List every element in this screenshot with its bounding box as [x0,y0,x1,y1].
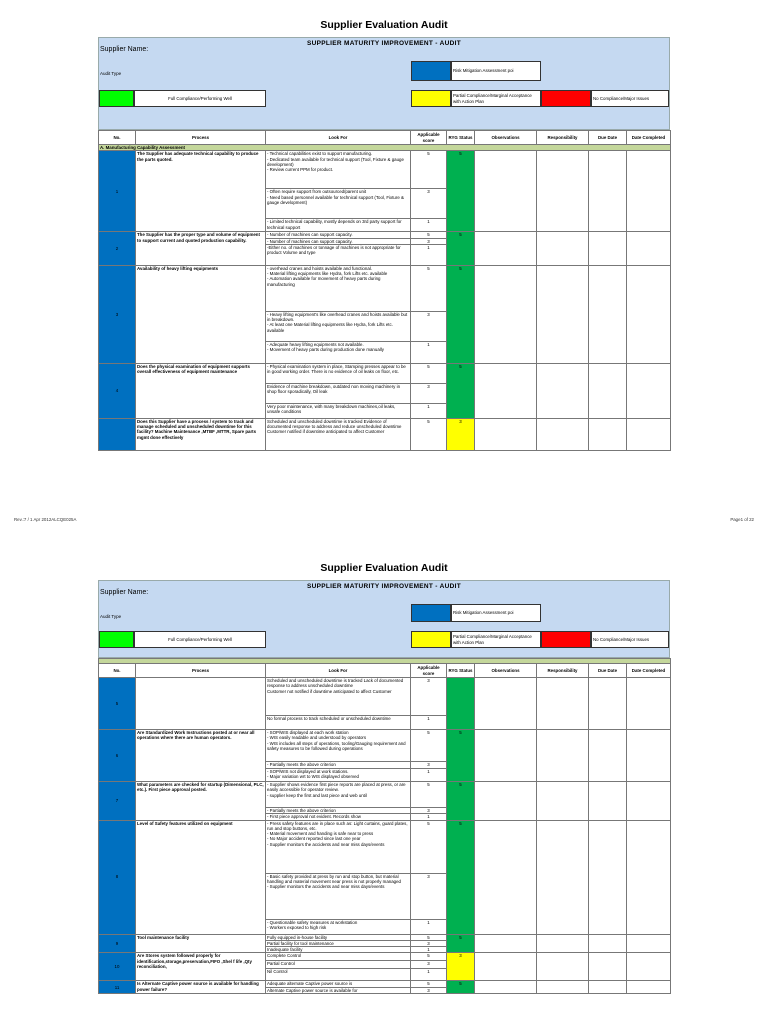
date-completed-cell[interactable] [627,232,671,266]
header-date-completed: Date Completed [627,131,671,145]
table-row [99,151,671,189]
table-body [99,151,671,451]
process-cell: Are Standardized Work Instructions posted at or near all operations where there are human operators. [136,730,266,782]
applicable-score-cell: 1 [411,919,447,934]
due-date-cell[interactable] [589,363,627,418]
observations-cell[interactable] [475,151,537,232]
observations-cell[interactable] [475,363,537,418]
process-cell: The Supplier has the proper type and volume of equipment to support current and quoted production capability. [136,232,266,266]
look-for-cell: - Number of machines can support capacity. [266,232,411,238]
table-row [99,820,671,873]
header-look-for: Look For [266,664,411,678]
item-number: 11 [99,981,136,994]
ryg-status-cell: 5 [447,232,475,266]
header-observations: Observations [475,664,537,678]
process-cell: Does the physical examination of equipment supports overall effectiveness of equipment maintenance [136,363,266,418]
look-for-cell: Partial Control [266,961,411,969]
header-due-date: Due Date [589,131,627,145]
look-for-cell: - Number of machines can support capacity. [266,238,411,244]
ryg-status-cell: 3 [447,418,475,450]
look-for-cell: - overhead cranes and hoists available and functional. - Material lifting equipments like Hydra, fork Lifts etc. available - Automation available for movement of heavy parts during manufacturing [266,265,411,311]
audit-table [98,130,671,451]
due-date-cell[interactable] [589,418,627,450]
applicable-score-cell: 5 [411,418,447,450]
header-process: Process [136,664,266,678]
responsibility-cell[interactable] [537,934,589,953]
risk-label: Risk Mitigation Assessment poi [451,61,541,81]
audit-type-label: Audit Type [100,614,122,619]
date-completed-cell[interactable] [627,730,671,782]
date-completed-cell[interactable] [627,678,671,730]
table-header [99,664,671,678]
header-observations: Observations [475,131,537,145]
observations-cell[interactable] [475,232,537,266]
applicable-score-cell: 5 [411,363,447,383]
applicable-score-cell: 5 [411,232,447,238]
audit-type-label: Audit Type [100,71,122,76]
due-date-cell[interactable] [589,151,627,232]
process-cell: Does this Supplier have a process / system to track and manage scheduled and unscheduled downtime for this facility? Machine Maintenance ,MTBF ,MTTR, Spare parts mgmt done effectively [136,418,266,450]
ryg-status-cell: 5 [447,934,475,953]
look-for-cell: - Physical examination system in place, Stamping presses appear to be in good working order. There is no evidence of oil leaks on floor, etc. [266,363,411,383]
responsibility-cell[interactable] [537,232,589,266]
applicable-score-cell: 3 [411,383,447,403]
ryg-status-cell: 5 [447,265,475,363]
look-for-cell: Adequate alternate Captive power source is [266,981,411,987]
section-title: A. Manufacturing Capability Assessment [99,145,671,151]
responsibility-cell[interactable] [537,782,589,821]
applicable-score-cell: 3 [411,987,447,993]
risk-label: Risk Mitigation Assessment poi [451,604,541,622]
table-row [99,363,671,383]
ryg-status-cell: 5 [447,363,475,418]
applicable-score-cell: 1 [411,947,447,953]
due-date-cell[interactable] [589,730,627,782]
audit-banner [98,580,670,658]
header-responsibility: Responsibility [537,131,589,145]
applicable-score-cell: 5 [411,934,447,940]
process-cell: The Supplier has adequate technical capability to produce the parts quoted. [136,151,266,232]
process-cell [136,678,266,730]
applicable-score-cell: 3 [411,961,447,969]
date-completed-cell[interactable] [627,151,671,232]
due-date-cell[interactable] [589,678,627,730]
date-completed-cell[interactable] [627,953,671,981]
process-cell: Level of Safety features utilized on equipment [136,820,266,934]
applicable-score-cell: 5 [411,730,447,762]
observations-cell[interactable] [475,730,537,782]
look-for-cell: Nil Control [266,969,411,981]
observations-cell[interactable] [475,981,537,994]
look-for-cell: - SOP/WIS not displayed at work stations. - Major variation wrt to WIS displayed observed [266,769,411,782]
table-row [99,953,671,961]
date-completed-cell[interactable] [627,934,671,953]
applicable-score-cell: 3 [411,762,447,769]
item-number: 2 [99,232,136,266]
item-number: 6 [99,730,136,782]
due-date-cell[interactable] [589,232,627,266]
date-completed-cell[interactable] [627,820,671,934]
applicable-score-cell: 1 [411,814,447,820]
no-compliance-label: No Compliance/Major Issues [591,631,669,648]
due-date-cell[interactable] [589,981,627,994]
ryg-status-cell: 3 [447,953,475,981]
look-for-cell: Fully equipped in-house facility [266,934,411,940]
item-number: 1 [99,151,136,232]
applicable-score-cell: 5 [411,953,447,961]
look-for-cell: Complete Control [266,953,411,961]
process-cell: Tool maintenance facility [136,934,266,953]
date-completed-cell[interactable] [627,981,671,994]
observations-cell[interactable] [475,782,537,821]
table-row [99,418,671,450]
yellow-swatch [411,631,451,648]
applicable-score-cell: 5 [411,151,447,189]
responsibility-cell[interactable] [537,151,589,232]
look-for-cell: Inadequate facility [266,947,411,953]
applicable-score-cell: 1 [411,769,447,782]
table-header [99,131,671,145]
applicable-score-cell: 1 [411,244,447,265]
responsibility-cell[interactable] [537,678,589,730]
look-for-cell: - Questionable safety measures at workstation - Workers exposed to high risk [266,919,411,934]
header-applicable-score: Applicable score [411,131,447,145]
item-number: 5 [99,678,136,730]
ryg-status-cell: 5 [447,981,475,994]
item-number [99,418,136,450]
ryg-status-cell: 5 [447,730,475,782]
applicable-score-cell: 1 [411,969,447,981]
responsibility-cell[interactable] [537,363,589,418]
applicable-score-cell: 3 [411,678,447,716]
partial-compliance-label: Partial Compliance/Marginal Acceptance with Action Plan [451,90,541,107]
look-for-cell: - Basic safety provided at press by run and stop button, but material handling and material movement near press is not properly managed - Supplier monitors the accidents and near miss days/events [266,873,411,919]
table-row [99,730,671,762]
look-for-cell: No formal process to track scheduled or unscheduled downtime [266,716,411,730]
red-swatch [541,90,591,107]
responsibility-cell[interactable] [537,730,589,782]
date-completed-cell[interactable] [627,782,671,821]
look-for-cell: - Partially meets the above criterion [266,808,411,814]
no-compliance-label: No Compliance/Major Issues [591,90,669,107]
table-row [99,265,671,311]
supplier-name-label: Supplier Name: [100,46,149,53]
supplier-name-label: Supplier Name: [100,589,149,596]
look-for-cell: Alternate Captive power source is available for [266,987,411,993]
ryg-status-cell: 5 [447,820,475,934]
document-title: Supplier Evaluation Audit [320,19,448,31]
responsibility-cell[interactable] [537,953,589,981]
document-title: Supplier Evaluation Audit [320,562,448,574]
observations-cell[interactable] [475,820,537,934]
look-for-cell: - Adequate heavy lifting equipments not available. - Movement of heavy parts during production done manually [266,341,411,363]
footer-page-number: Page1 of 22 [730,517,754,522]
banner-subtitle: SUPPLIER MATURITY IMPROVEMENT - AUDIT [307,583,461,590]
applicable-score-cell: 1 [411,219,447,232]
ryg-status-cell: 5 [447,151,475,232]
header-look-for: Look For [266,131,411,145]
ryg-status-cell [447,678,475,730]
process-cell: What parameters are checked for startup (Dimensional, PLC, etc.). First piece approval posted. [136,782,266,821]
look-for-cell: - Often require support from outsourced/parent unit - Need based personnel available for technical support (Tool, Fixture & gauge development) [266,189,411,219]
responsibility-cell[interactable] [537,265,589,363]
look-for-cell: - Limited technical capability, mostly depends on 3rd party support for technical support [266,219,411,232]
due-date-cell[interactable] [589,953,627,981]
header-applicable-score: Applicable score [411,664,447,678]
header-no: No. [99,664,136,678]
applicable-score-cell: 3 [411,940,447,946]
look-for-cell: - Supplier shows evidence first piece reports are placed at press, or are easily accessible for operator review. - supplier keep the first and last piece and web until [266,782,411,808]
applicable-score-cell: 3 [411,311,447,341]
green-swatch [99,631,134,648]
ryg-status-cell: 5 [447,782,475,821]
applicable-score-cell: 5 [411,265,447,311]
table-row [99,782,671,808]
applicable-score-cell: 1 [411,716,447,730]
red-swatch [541,631,591,648]
observations-cell[interactable] [475,265,537,363]
item-number: 4 [99,363,136,418]
observations-cell[interactable] [475,934,537,953]
item-number: 7 [99,782,136,821]
applicable-score-cell: 3 [411,808,447,814]
item-number: 10 [99,953,136,981]
look-for-cell: - Press safety features are in place such as: Light curtains, guard plates, run and stop buttons, etc. - Material movement and handing is safe near to press - No Major accident reported since last one year - Supplier monitors the accidents and near miss days/events [266,820,411,873]
look-for-cell: Evidence of machine breakdown, outdated non moving machinery in shop floor sporadically, Oil leak [266,383,411,403]
process-cell: Availability of heavy lifting equipments [136,265,266,363]
applicable-score-cell: 3 [411,189,447,219]
full-compliance-label: Full Compliance/Performing Well [134,631,266,648]
yellow-swatch [411,90,451,107]
footer-revision: Rev.:7 / 1 Apr 2012ALCQE025A [14,517,77,522]
header-process: Process [136,131,266,145]
look-for-cell: Very poor maintenance, with many breakdown machines,oil leaks, unsafe conditions [266,403,411,418]
look-for-cell: - Partially meets the above criterion [266,762,411,769]
look-for-cell: - Heavy lifting equipment's like overhead cranes and hoists available but in breakdown. - At least one Material lifting equipments like Hydra, fork Lifts etc. available [266,311,411,341]
look-for-cell: Scheduled and unscheduled downtime is tracked Evidence of documented response to address and reduce unscheduled downtime Customer notified if downtime anticipated to affect Customer [266,418,411,450]
applicable-score-cell: 1 [411,341,447,363]
banner-subtitle: SUPPLIER MATURITY IMPROVEMENT - AUDIT [307,40,461,47]
audit-banner [98,37,670,130]
table-body [99,678,671,994]
full-compliance-label: Full Compliance/Performing Well [134,90,266,107]
applicable-score-cell: 1 [411,403,447,418]
applicable-score-cell: 5 [411,981,447,987]
green-swatch [99,90,134,107]
process-cell: Is Alternate Captive power source is available for handling power failure? [136,981,266,994]
blue-swatch [411,604,451,622]
date-completed-cell[interactable] [627,363,671,418]
responsibility-cell[interactable] [537,418,589,450]
blue-swatch [411,61,451,81]
header-date-completed: Date Completed [627,664,671,678]
applicable-score-cell: 5 [411,820,447,873]
page-2 [0,500,768,1024]
header-due-date: Due Date [589,664,627,678]
look-for-cell: - SOP/WIS displayed at each work station - WIS easily readable and understood by operators - WIS includes all steps of operations, tooling/Gauging requirement and safety measures to be followed during operations [266,730,411,762]
look-for-cell: - First piece approval not evident. Records show [266,814,411,820]
header-no: No. [99,131,136,145]
look-for-cell: -Either no. of machines or tonnage of machines is not appropriate for product Volume and type [266,244,411,265]
item-number: 8 [99,820,136,934]
due-date-cell[interactable] [589,934,627,953]
observations-cell[interactable] [475,418,537,450]
responsibility-cell[interactable] [537,820,589,934]
process-cell: Are Stores system followed properly for identification,storage,preservation,FIFO ,Shel f life ,Qty reconciliation, [136,953,266,981]
due-date-cell[interactable] [589,820,627,934]
header-responsibility: Responsibility [537,664,589,678]
applicable-score-cell: 5 [411,782,447,808]
partial-compliance-label: Partial Compliance/Marginal Acceptance with Action Plan [451,631,541,648]
date-completed-cell[interactable] [627,265,671,363]
responsibility-cell[interactable] [537,981,589,994]
due-date-cell[interactable] [589,265,627,363]
item-number: 9 [99,934,136,953]
audit-sheet [98,580,670,994]
item-number: 3 [99,265,136,363]
observations-cell[interactable] [475,953,537,981]
look-for-cell: - Technical capabilities exist to support manufacturing. - Dedicated team available for technical support (Tool, Fixture & gauge development) - Review current PPM for product. [266,151,411,189]
header-ryg-status: RYG Status [447,664,475,678]
look-for-cell: Scheduled and unscheduled downtime is tracked Lack of documented response to address unscheduled downtime Customer not notified if downtime anticipated to affect Customer [266,678,411,716]
look-for-cell: Partial facility for tool maintenance [266,940,411,946]
due-date-cell[interactable] [589,782,627,821]
audit-sheet [98,37,670,451]
observations-cell[interactable] [475,678,537,730]
header-ryg-status: RYG Status [447,131,475,145]
audit-table [98,658,671,994]
applicable-score-cell: 3 [411,238,447,244]
applicable-score-cell: 3 [411,873,447,919]
date-completed-cell[interactable] [627,418,671,450]
table-row [99,678,671,716]
